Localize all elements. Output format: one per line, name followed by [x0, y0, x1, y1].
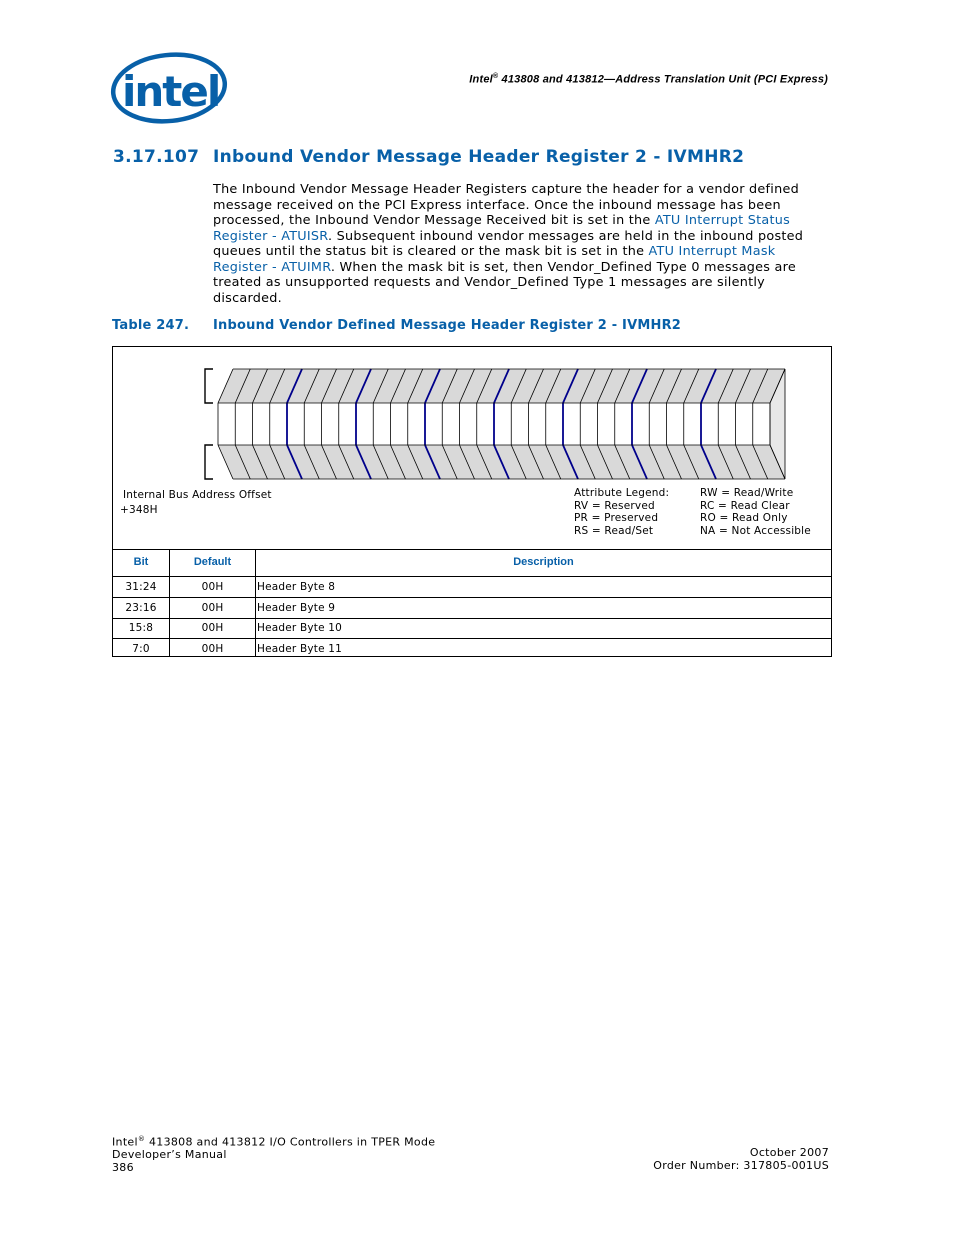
- cell-description: Header Byte 11: [257, 643, 343, 655]
- cell-default: 00H: [201, 643, 224, 655]
- bracket-bottom: [205, 445, 213, 479]
- footer-date: October 2007: [749, 1146, 829, 1159]
- table-row: [113, 618, 831, 639]
- section-title: Inbound Vendor Message Header Register 2 - IVMHR2: [213, 147, 745, 167]
- table-row: [113, 598, 831, 619]
- table-caption: [112, 318, 681, 333]
- footer-order-number: Order Number: 317805-001US: [653, 1158, 829, 1172]
- register-bit-diagram: [113, 347, 831, 550]
- legend-title: Attribute Legend:: [574, 487, 670, 499]
- offset-value: +348H: [120, 504, 158, 516]
- legend-rc: RC = Read Clear: [700, 500, 790, 512]
- table-title: Inbound Vendor Defined Message Header Register 2 - IVMHR2: [213, 318, 682, 333]
- legend-ro: RO = Read Only: [700, 512, 788, 524]
- legend-rv: RV = Reserved: [574, 500, 655, 512]
- table-row: [113, 577, 831, 598]
- legend-rw: RW = Read/Write: [700, 487, 794, 499]
- cell-bit: 7:0: [132, 643, 150, 655]
- table-header-row: [113, 549, 831, 577]
- footer-manual: Developer’s Manual: [112, 1148, 227, 1162]
- footer-left: [112, 1133, 435, 1174]
- logo-text: intel: [122, 67, 220, 116]
- table-row: [113, 639, 831, 659]
- link-atuimr[interactable]: ATU Interrupt Mask Register - ATUIMR: [213, 244, 776, 275]
- cell-description: Header Byte 9: [257, 602, 336, 614]
- bracket-top: [205, 369, 213, 403]
- cell-bit: 31:24: [125, 581, 157, 593]
- cell-description: Header Byte 8: [257, 581, 336, 593]
- page-number: 386: [112, 1160, 134, 1174]
- section-number: 3.17.107: [113, 147, 200, 167]
- cell-default: 00H: [201, 622, 224, 634]
- cell-bit: 15:8: [128, 622, 154, 634]
- legend-rs: RS = Read/Set: [574, 525, 654, 537]
- legend-pr: PR = Preserved: [574, 512, 659, 524]
- register-table: [112, 346, 832, 657]
- intel-logo: [108, 48, 230, 128]
- footer-right: [653, 1147, 829, 1172]
- col-header-description: Description: [513, 556, 574, 568]
- body-paragraph: The Inbound Vendor Message Header Registers capture the header for a vendor defined message received on the PCI Express interface. Once the inbound message has been processed, the Inbound Vendor Message Received bit is set in the ATU Interrupt Status Register - ATUISR. Subsequent inbound vendor messages are held in the inbound posted queues until the status bit is cleared or the mask bit is set in the ATU Interrupt Mask Register - ATUIMR. When the mask bit is set, then Vendor_Defined Type 0 messages are treated as unsupported requests and Vendor_Defined Type 1 messages are silently discarded.: [213, 182, 804, 306]
- footer-title: Intel® 413808 and 413812 I/O Controllers in TPER Mode: [112, 1135, 436, 1149]
- running-header: Intel® 413808 and 413812—Address Translation Unit (PCI Express): [469, 73, 828, 86]
- offset-label: Internal Bus Address Offset: [123, 489, 272, 501]
- table-number: Table 247.: [112, 318, 190, 333]
- cell-default: 00H: [201, 581, 224, 593]
- cell-description: Header Byte 10: [257, 622, 343, 634]
- legend-na: NA = Not Accessible: [700, 525, 811, 537]
- cell-default: 00H: [201, 602, 224, 614]
- section-heading: [113, 147, 744, 167]
- link-atuisr[interactable]: ATU Interrupt Status Register - ATUISR: [213, 213, 791, 244]
- col-header-default: Default: [193, 556, 232, 568]
- cell-bit: 23:16: [125, 602, 157, 614]
- col-header-bit: Bit: [133, 556, 149, 568]
